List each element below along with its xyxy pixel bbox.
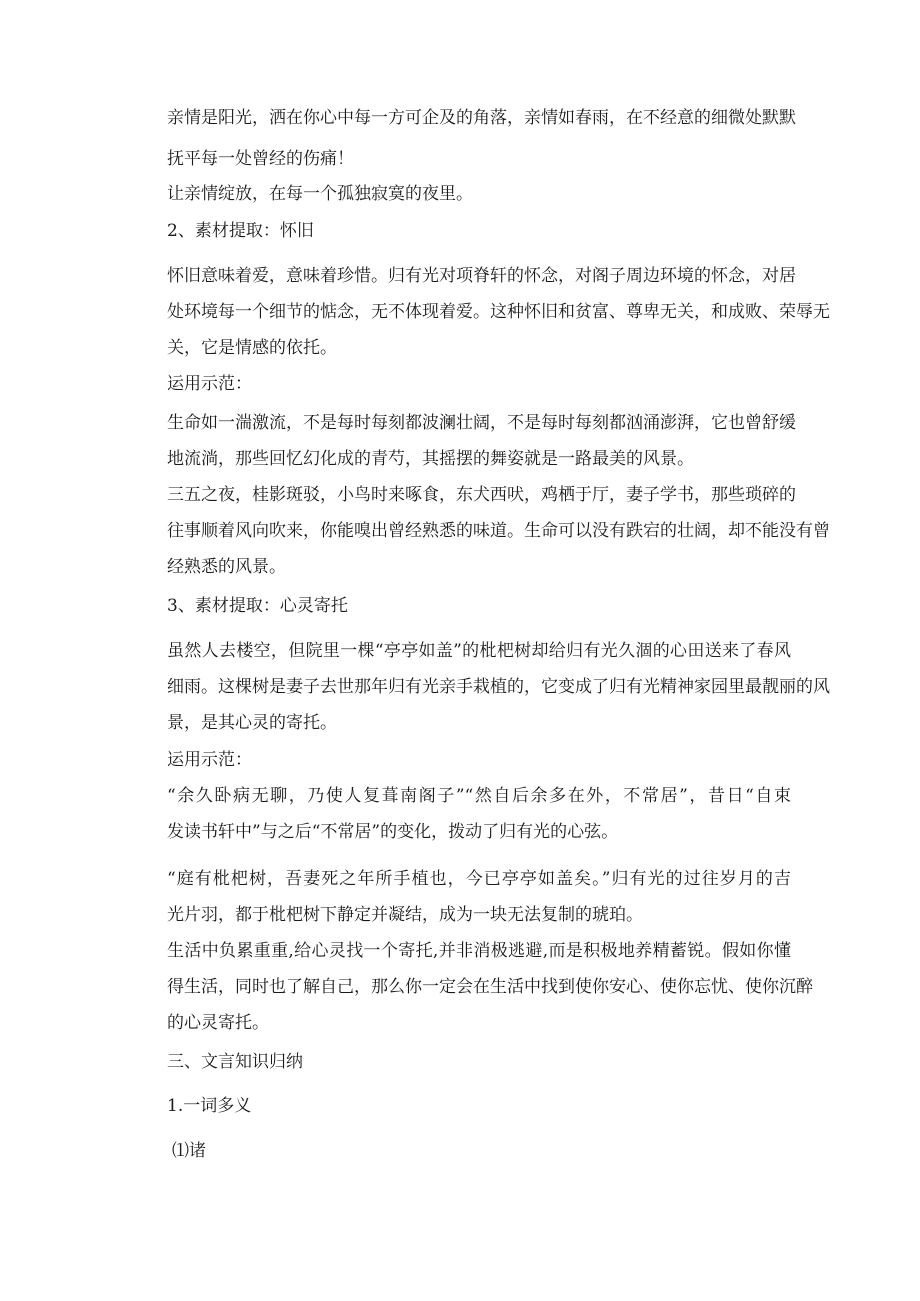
subsection-heading: 1.一词多义 — [167, 1096, 252, 1116]
text-line: “余久卧病无聊，乃使人复葺南阁子”“然自后余多在外，不常居”，昔日“自束 — [167, 786, 791, 806]
list-item: ⑴诸 — [172, 1141, 206, 1161]
text-line: 发读书轩中”与之后“不常居”的变化，拨动了归有光的心弦。 — [167, 822, 619, 842]
text-line: 生活中负累重重,给心灵找一个寄托,并非消极逃避,而是积极地养精蓄锐。假如你懂 — [167, 941, 791, 961]
section-heading: 三、文言知识归纳 — [167, 1052, 303, 1072]
text-line: 抚平每一处曾经的伤痛！ — [167, 149, 354, 169]
text-line: 处环境每一个细节的惦念，无不体现着爱。这种怀旧和贫富、尊卑无关，和成败、荣辱无 — [167, 302, 830, 322]
text-line: 景，是其心灵的寄托。 — [167, 713, 337, 733]
subheading: 运用示范： — [167, 750, 252, 770]
text-line: 让亲情绽放，在每一个孤独寂寞的夜里。 — [167, 184, 473, 204]
text-line: 地流淌，那些回忆幻化成的青芍，其摇摆的舞姿就是一路最美的风景。 — [167, 449, 694, 469]
section-heading: 2、素材提取：怀旧 — [167, 221, 314, 241]
text-line: 细雨。这棵树是妻子去世那年归有光亲手栽植的，它变成了归有光精神家园里最靓丽的风 — [167, 677, 830, 697]
text-line: “庭有枇杷树，吾妻死之年所手植也，今已亭亭如盖矣。”归有光的过往岁月的吉 — [167, 869, 791, 889]
text-line: 光片羽，都于枇杷树下静定并凝结，成为一块无法复制的琥珀。 — [167, 905, 643, 925]
text-line: 关，它是情感的依托。 — [167, 338, 337, 358]
subheading: 运用示范： — [167, 374, 252, 394]
text-line: 怀旧意味着爱，意味着珍惜。归有光对项脊轩的怀念，对阁子周边环境的怀念，对居 — [167, 266, 796, 286]
text-line: 生命如一湍激流，不是每时每刻都波澜壮阔，不是每时每刻都汹涌澎湃，它也曾舒缓 — [167, 413, 796, 433]
text-line: 经熟悉的风景。 — [167, 557, 286, 577]
text-line: 虽然人去楼空，但院里一棵“亭亭如盖”的枇杷树却给归有光久涸的心田送来了春风 — [167, 641, 791, 661]
text-line: 三五之夜，桂影斑驳，小鸟时来啄食，东犬西吠，鸡栖于厅，妻子学书，那些琐碎的 — [167, 485, 796, 505]
text-line: 往事顺着风向吹来，你能嗅出曾经熟悉的味道。生命可以没有跌宕的壮阔，却不能没有曾 — [167, 521, 830, 541]
text-line: 得生活，同时也了解自己，那么你一定会在生活中找到使你安心、使你忘忧、使你沉醉 — [167, 977, 813, 997]
text-line: 的心灵寄托。 — [167, 1013, 269, 1033]
section-heading: 3、素材提取：心灵寄托 — [167, 596, 348, 616]
text-line: 亲情是阳光，洒在你心中每一方可企及的角落，亲情如春雨，在不经意的细微处默默 — [167, 108, 796, 128]
